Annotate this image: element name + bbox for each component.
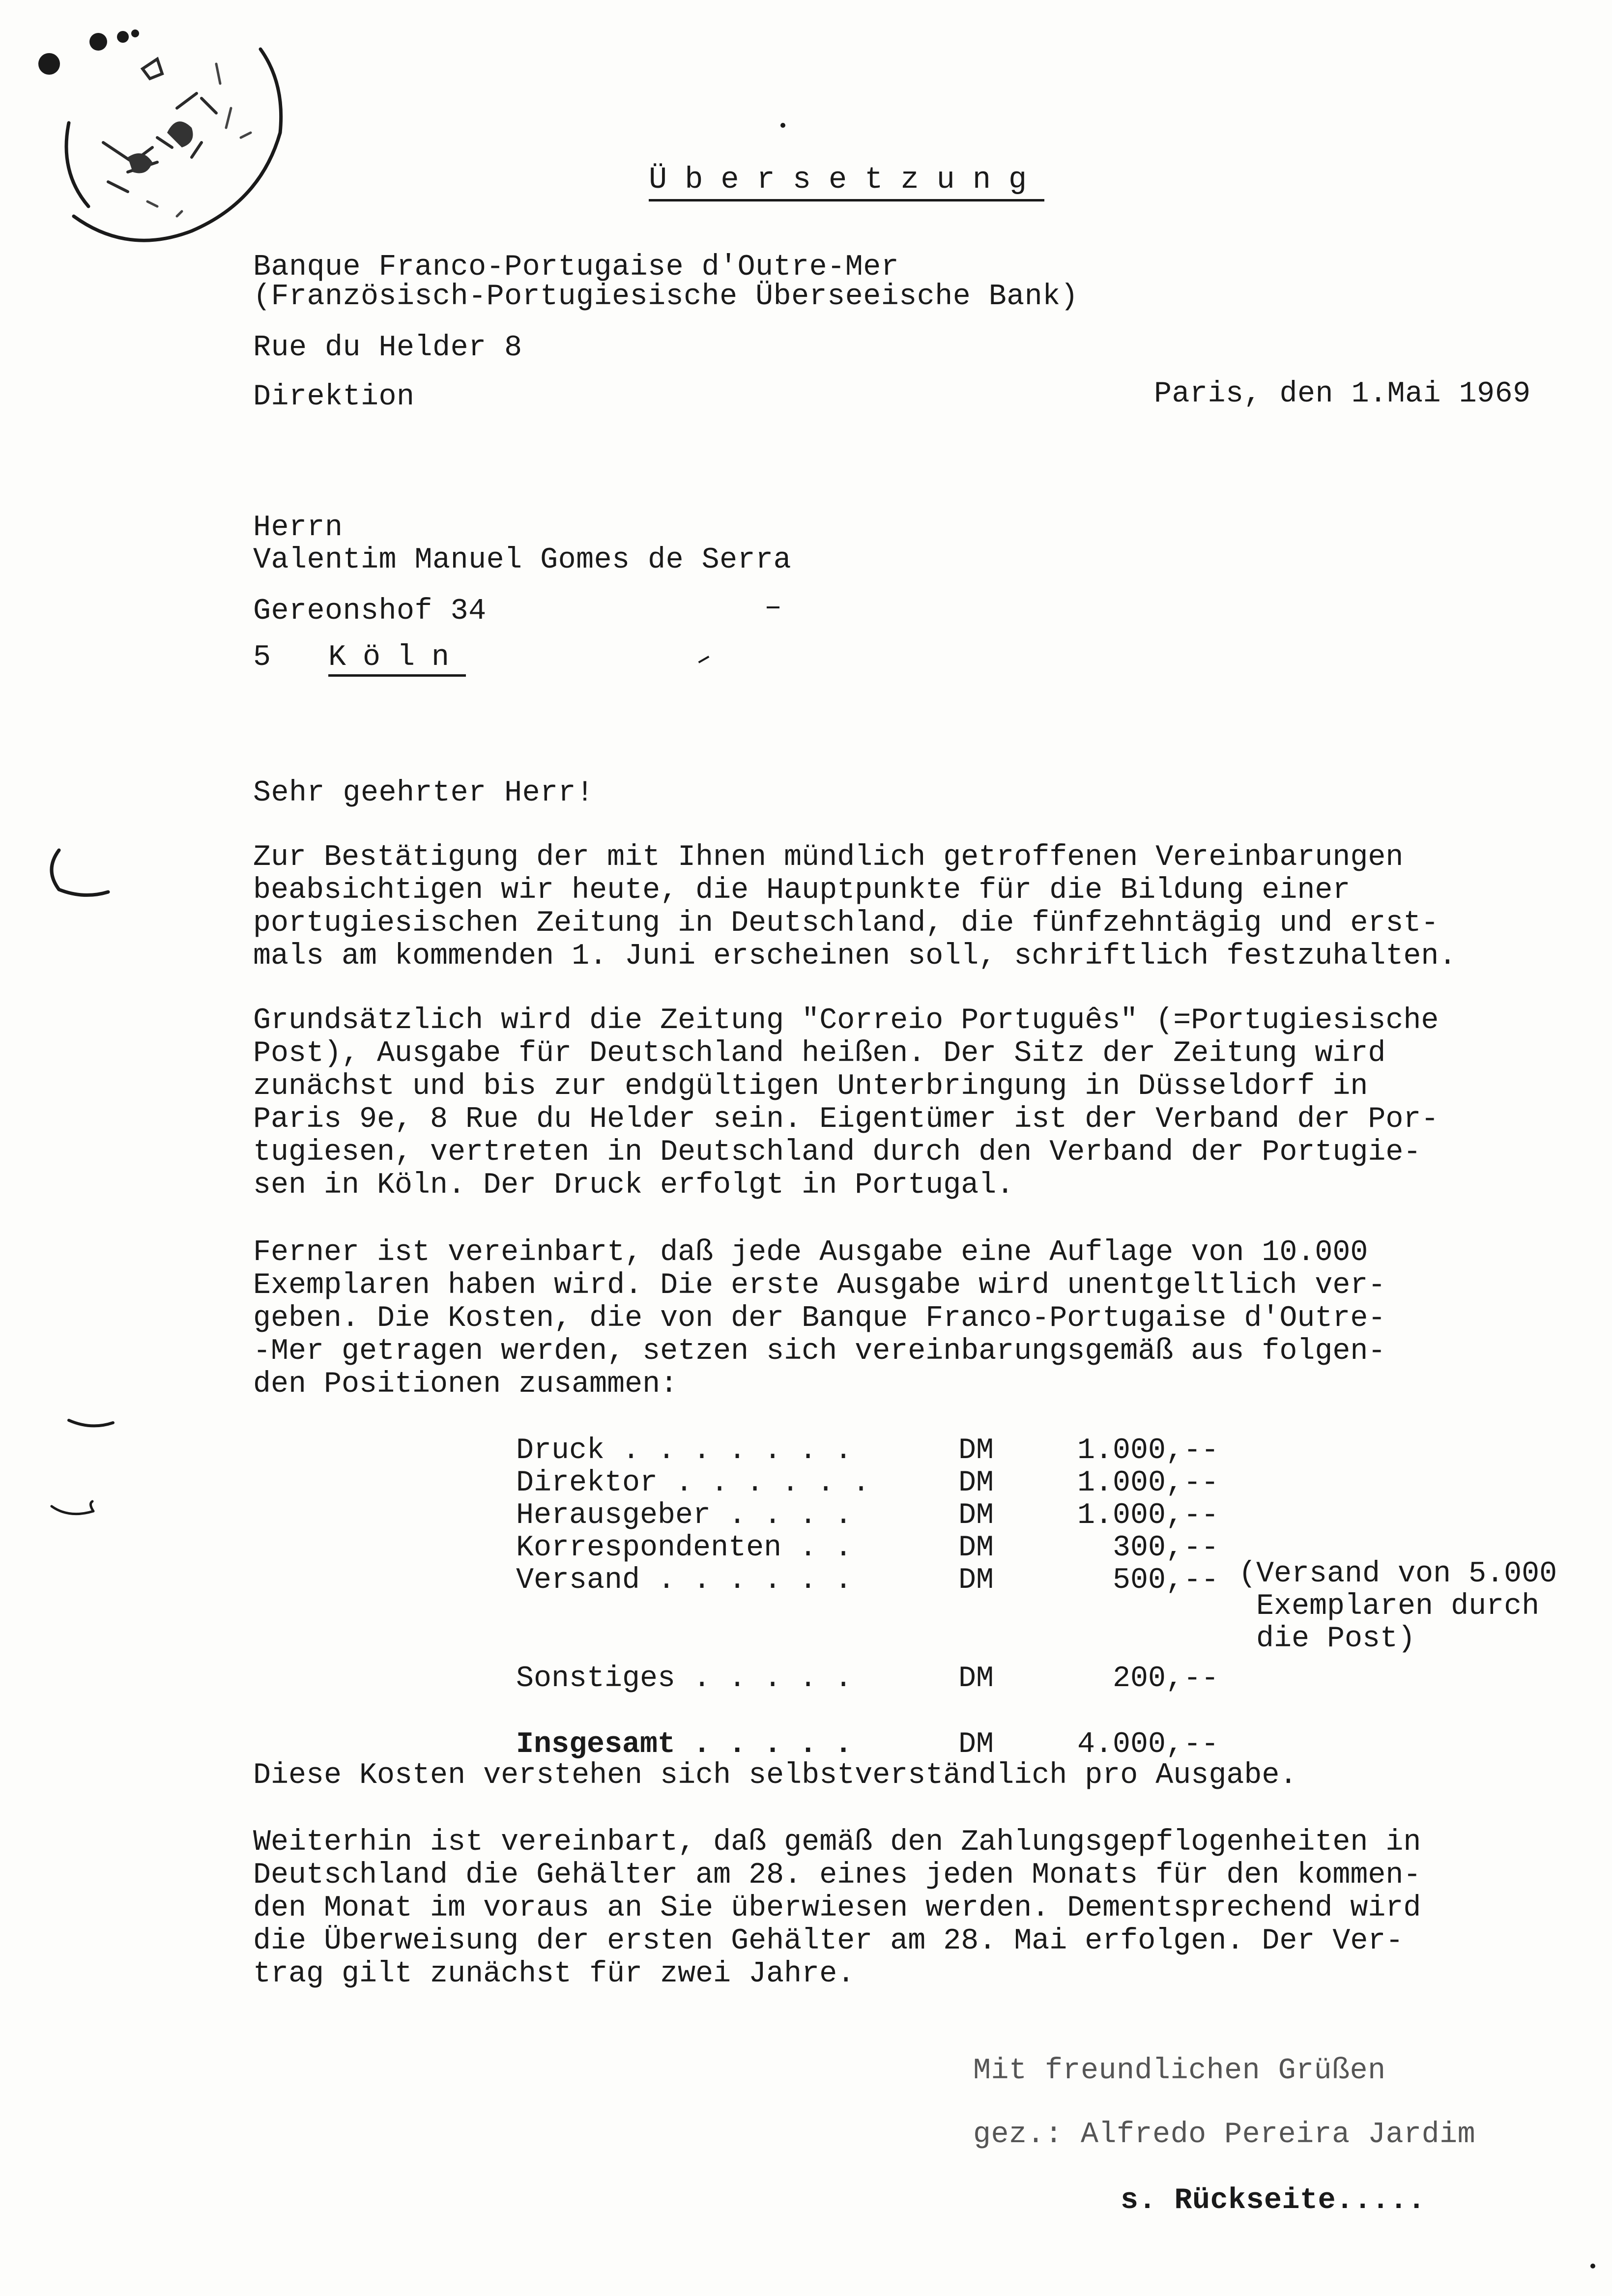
cost-row xyxy=(516,1434,1219,1467)
round-stamp-icon xyxy=(29,10,285,246)
cost-label: Sonstiges . . . . . xyxy=(516,1662,853,1695)
cost-row xyxy=(516,1662,1219,1695)
cost-total-currency: DM xyxy=(958,1728,994,1761)
pen-mark xyxy=(698,656,710,663)
paragraph-newspaper-details: Grundsätzlich wird die Zeitung "Correio Português" (=Portugiesische Post), Ausgabe für Deutschland heißen. Der Sitz der Zeitung wird zunächst und bis zur endgültigen Unterbringung in Düsseldorf in Paris 9e, 8 Rue du Helder sein. Eigentümer ist der Verband der Por- tugiesen, vertreten in Deutschland durch den Verband der Portugie- sen in Köln. Der Druck erfolgt in Portugal. xyxy=(253,1004,1439,1202)
ink-dot xyxy=(780,123,785,128)
cost-row xyxy=(516,1466,1219,1500)
recipient-postal-prefix: 5 xyxy=(253,641,271,674)
cost-label: Herausgeber . . . . xyxy=(516,1499,853,1532)
cost-label: Direktor . . . . . . xyxy=(516,1466,870,1500)
cost-total-row xyxy=(516,1728,1219,1761)
sender-street: Rue du Helder 8 xyxy=(253,331,522,365)
greeting: Sehr geehrter Herr! xyxy=(253,776,594,810)
sender-line-1: Banque Franco-Portugaise d'Outre-Mer xyxy=(253,251,899,284)
cost-amount: 1.000,-- xyxy=(1077,1499,1219,1532)
cost-currency: DM xyxy=(958,1564,994,1597)
paragraph-salaries: Weiterhin ist vereinbart, daß gemäß den Zahlungsgepflogenheiten in Deutschland die Gehälter am 28. eines jeden Monats für den kommen- den Monat im voraus an Sie überwiesen werden. Dementsprechend wird die Überweisung der ersten Gehälter am 28. Mai erfolgen. Der Ver- trag gilt zunächst für zwei Jahre. xyxy=(253,1826,1421,1991)
cost-currency: DM xyxy=(958,1466,994,1500)
recipient-name: Valentim Manuel Gomes de Serra xyxy=(253,544,792,577)
cost-total-label: Insgesamt . . . . . xyxy=(516,1728,853,1761)
margin-bracket-icon xyxy=(39,845,118,904)
pen-mark xyxy=(1590,2264,1595,2268)
cost-row xyxy=(516,1531,1219,1565)
cost-currency: DM xyxy=(958,1531,994,1565)
cost-amount: 300,-- xyxy=(1112,1531,1219,1565)
reverse-side-note: s. Rückseite..... xyxy=(1121,2184,1426,2217)
cost-amount: 1.000,-- xyxy=(1077,1466,1219,1500)
paragraph-costs-intro: Ferner ist vereinbart, daß jede Ausgabe eine Auflage von 10.000 Exemplaren haben wird. Die erste Ausgabe wird unentgeltlich ver- geben. Die Kosten, die von der Banque Franco-Portugaise d'Outre- -Mer getragen werden, setzen sich vereinbarungsgemäß aus folgen- den Positionen zusammen: xyxy=(253,1236,1386,1401)
closing-signature: gez.: Alfredo Pereira Jardim xyxy=(973,2118,1476,2152)
margin-mark-icon xyxy=(49,1499,98,1523)
shipping-note: (Versand von 5.000 Exemplaren durch die Post) xyxy=(1238,1557,1557,1656)
document-title: Übersetzung xyxy=(649,162,1044,201)
cost-label: Korrespondenten . . xyxy=(516,1531,853,1565)
cost-amount: 500,-- xyxy=(1112,1564,1219,1597)
sender-department: Direktion xyxy=(253,380,415,414)
paragraph-confirmation: Zur Bestätigung der mit Ihnen mündlich getroffenen Vereinbarungen beabsichtigen wir heute, die Hauptpunkte für die Bildung einer portugiesischen Zeitung in Deutschland, die fünfzehntägig und erst- mals am kommenden 1. Juni erscheinen soll, schriftlich festzuhalten. xyxy=(253,841,1457,973)
recipient-salutation: Herrn xyxy=(253,511,343,545)
closing-regards: Mit freundlichen Grüßen xyxy=(973,2054,1386,2088)
cost-currency: DM xyxy=(958,1499,994,1532)
recipient-city: Köln xyxy=(328,641,466,677)
letter-date: Paris, den 1.Mai 1969 xyxy=(1154,377,1531,411)
cost-row xyxy=(516,1564,1219,1597)
cost-label: Versand . . . . . . xyxy=(516,1564,853,1597)
pen-mark xyxy=(767,606,779,608)
cost-amount: 1.000,-- xyxy=(1077,1434,1219,1467)
cost-currency: DM xyxy=(958,1434,994,1467)
cost-label: Druck . . . . . . . xyxy=(516,1434,853,1467)
recipient-street: Gereonshof 34 xyxy=(253,595,487,628)
cost-total-amount: 4.000,-- xyxy=(1077,1728,1219,1761)
paragraph-per-issue: Diese Kosten verstehen sich selbstverständlich pro Ausgabe. xyxy=(253,1759,1297,1792)
cost-currency: DM xyxy=(958,1662,994,1695)
sender-line-2: (Französisch-Portugiesische Überseeische Bank) xyxy=(253,280,1079,314)
cost-row xyxy=(516,1499,1219,1532)
margin-mark-icon xyxy=(66,1415,115,1435)
cost-amount: 200,-- xyxy=(1112,1662,1219,1695)
